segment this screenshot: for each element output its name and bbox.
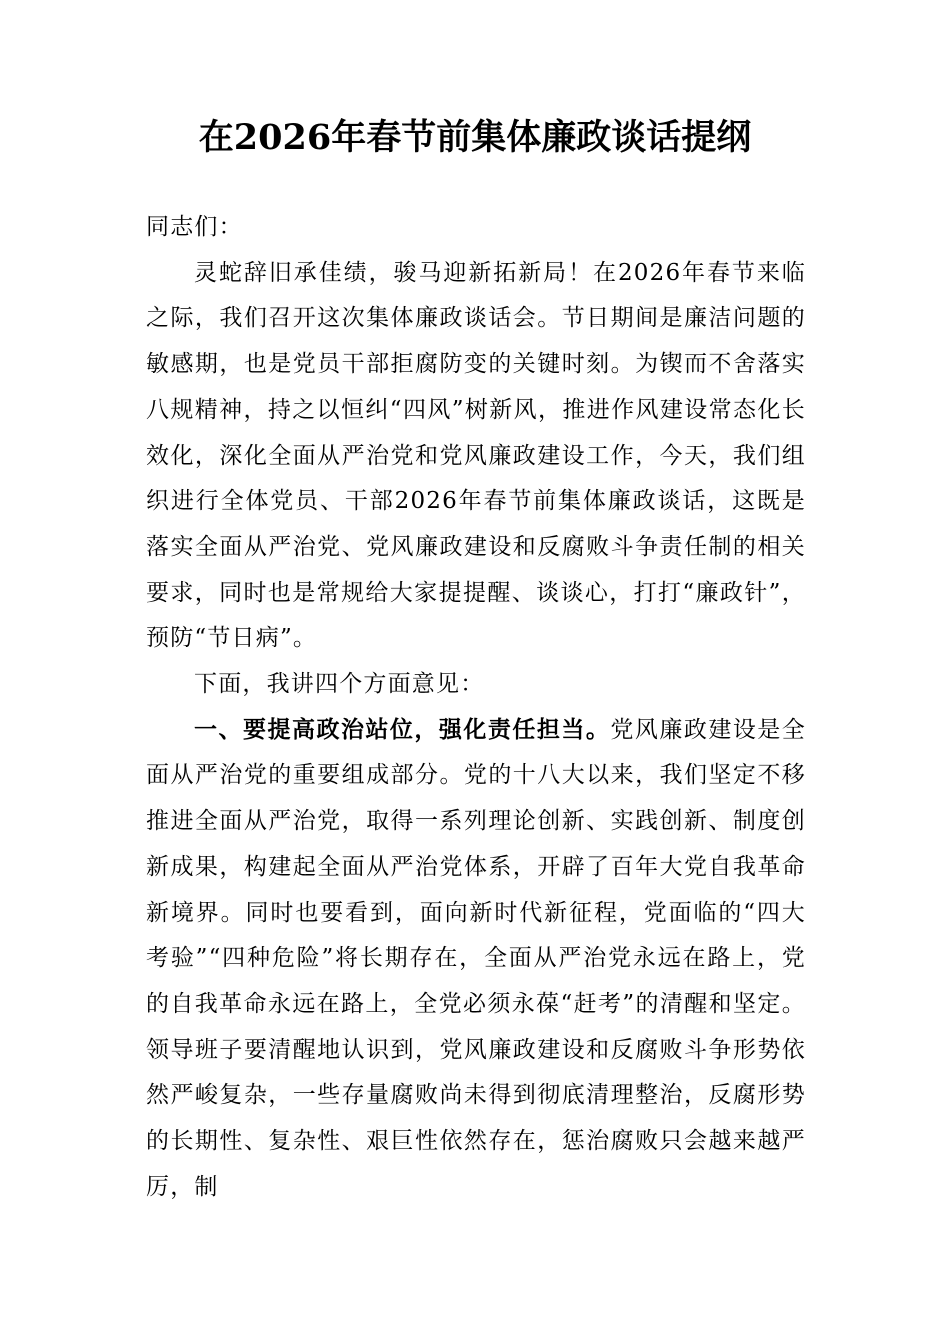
paragraph-overview: 下面，我讲四个方面意见： <box>194 671 485 698</box>
paragraph-section-one <box>146 708 806 1211</box>
salutation: 同志们： <box>146 214 243 240</box>
document-title: 在2026年春节前集体廉政谈话提纲 <box>198 117 752 158</box>
section-one-heading: 一、要提高政治站位，强化责任担当。 <box>194 716 611 743</box>
document-body <box>146 205 806 1210</box>
section-one-text: 党风廉政建设是全面从严治党的重要组成部分。党的十八大以来，我们坚定不移推进全面从严治党，取得一系列理论创新、实践创新、制度创新成果，构建起全面从严治党体系，开辟了百年大党自我革命新境界。同时也要看到，面向新时代新征程，党面临的“四大考验”“四种危险”将长期存在，全面从严治党永远在路上，党的自我革命永远在路上，全党必须永葆“赶考”的清醒和坚定。领导班子要清醒地认识到，党风廉政建设和反腐败斗争形势依然严峻复杂，一些存量腐败尚未得到彻底清理整治，反腐形势的长期性、复杂性、艰巨性依然存在，惩治腐败只会越来越严厉，制 <box>146 716 806 1200</box>
paragraph-intro: 灵蛇辞旧承佳绩，骏马迎新拓新局！在2026年春节来临之际，我们召开这次集体廉政谈话会。节日期间是廉洁问题的敏感期，也是党员干部拒腐防变的关键时刻。为锲而不舍落实八规精神，持之以恒纠“四风”树新风，推进作风建设常态化长效化，深化全面从严治党和党风廉政建设工作，今天，我们组织进行全体党员、干部2026年春节前集体廉政谈话，这既是落实全面从严治党、党风廉政建设和反腐败斗争责任制的相关要求，同时也是常规给大家提提醒、谈谈心，打打“廉政针”，预防“节日病”。 <box>146 259 806 652</box>
